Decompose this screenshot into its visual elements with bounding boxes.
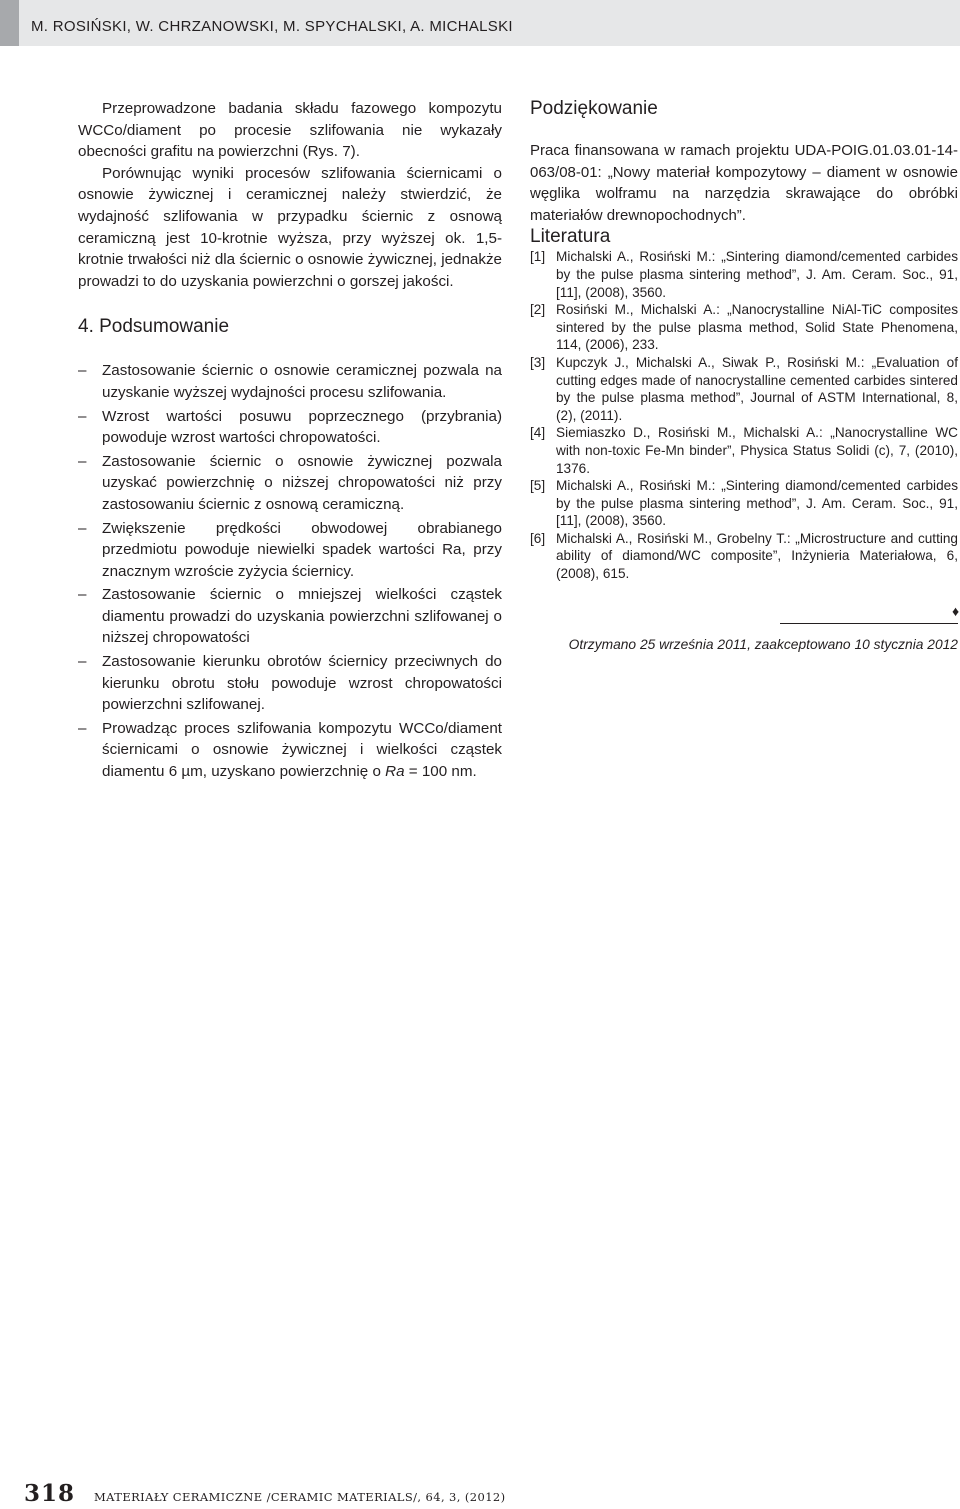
list-item-text: Zastosowanie kierunku obrotów ściernicy przeciwnych do kierunku obrotu stołu powoduje wzrost chropowatości powierzchni szlifowanej.	[102, 653, 502, 714]
left-column	[78, 98, 502, 785]
reference-number: [5]	[530, 478, 546, 494]
list-item-text: Zastosowanie ściernic o osnowie ceramicznej pozwala na uzyskanie wyższej wydajności procesu szlifowania.	[102, 362, 502, 401]
acknowledgement-title: Podziękowanie	[530, 98, 658, 119]
list-item	[78, 651, 502, 716]
reference-text: Kupczyk J., Michalski A., Siwak P., Rosiński M.: „Evaluation of cutting edges made of nanocrystalline cemented carbides sintered by the pulse plasma method”, Journal of ASTM International, 8, (2), (2011).	[556, 354, 958, 423]
reference-text: Michalski A., Rosiński M.: „Sintering diamond/cemented carbides by the pulse plasma sintering method”, J. Am. Ceram. Soc., 91, [11], (2008), 3560.	[556, 249, 958, 300]
reference-item	[530, 477, 958, 530]
list-item-text: Zwiększenie prędkości obwodowej obrabianego przedmiotu powoduje niewielki spadek wartości Ra, przy znacznym wzroście zyżycia ściernicy.	[102, 519, 502, 580]
dash-marker: –	[78, 586, 87, 604]
right-column	[530, 98, 958, 652]
list-item-text: Wzrost wartości posuwu poprzecznego (przybrania) powoduje wzrost wartości chropowatości.	[102, 407, 502, 447]
references-title: Literatura	[530, 226, 611, 248]
list-item-text-end: = 100 nm.	[404, 763, 477, 781]
page-number: 318	[24, 1480, 76, 1507]
list-item	[78, 718, 502, 783]
running-header	[0, 0, 960, 46]
dash-marker: –	[78, 452, 87, 470]
reference-item	[530, 354, 958, 424]
references-list	[530, 248, 958, 582]
list-item-text: Prowadząc proces szlifowania kompozytu WCCo/diament ściernicami o osnowie żywicznej i wielkości cząstek diamentu 6 µm, uzyskano powierzchnię o	[102, 719, 502, 781]
reference-item	[530, 248, 958, 301]
reference-item	[530, 530, 958, 583]
ra-symbol: Ra	[385, 763, 405, 781]
reference-number: [2]	[530, 302, 546, 318]
summary-list	[78, 360, 502, 782]
received-accepted-dates: Otrzymano 25 września 2011, zaakceptowano 10 stycznia 2012	[568, 636, 958, 652]
acknowledgement-text: Praca finansowana w ramach projektu UDA-POIG.01.03.01-14-063/08-01: „Nowy materiał kompozytowy – diament w osnowie węglika wolframu na narzędzia skrawające do obróbki materiałów drewnopochodnych”.	[530, 142, 958, 224]
end-separator	[530, 603, 958, 631]
dash-marker: –	[78, 519, 87, 537]
reference-number: [1]	[530, 249, 546, 265]
diamond-icon: ♦	[952, 602, 960, 619]
body-paragraph: Porównując wyniki procesów szlifowania ściernicami o osnowie żywicznej i ceramicznej należy stwierdzić, że wydajność szlifowania w przypadku ściernic z osnową ceramiczną jest 10-krotnie wyższa, przy wyższej ok. 1,5-krotnie trwałości niż dla ściernic o osnowie żywicznej, jednakże prowadzi to do uzyskania powierzchni o gorszej jakości.	[78, 164, 502, 290]
reference-text: Siemiaszko D., Rosiński M., Michalski A.: „Nanocrystalline WC with non-toxic Fe-Mn binder”, Physica Status Solidi (c), 7, (2010), 1376.	[556, 425, 958, 476]
section-title-summary: 4. Podsumowanie	[78, 316, 230, 338]
dash-marker: –	[78, 407, 87, 425]
reference-item	[530, 424, 958, 477]
reference-text: Rosiński M., Michalski A.: „Nanocrystalline NiAl-TiC composites sintered by the pulse plasma method, Solid State Phenomena, 114, (2006), 233.	[556, 302, 958, 353]
dash-marker: –	[78, 653, 87, 671]
list-item	[78, 451, 502, 516]
dash-marker: –	[78, 719, 87, 737]
list-item-text: Zastosowanie ściernic o osnowie żywicznej pozwala uzyskać powierzchnię o niższej chropowatości niż przy zastosowaniu ściernic z osnową ceramiczną.	[102, 452, 502, 513]
body-paragraph: Przeprowadzone badania składu fazowego kompozytu WCCo/diament po procesie szlifowania nie wykazały obecności grafitu na powierzchni (Rys. 7).	[78, 100, 502, 161]
list-item	[78, 360, 502, 403]
list-item	[78, 584, 502, 649]
dash-marker: –	[78, 362, 87, 380]
running-header-authors: M. ROSIŃSKI, W. CHRZANOWSKI, M. SPYCHALSKI, A. MICHALSKI	[31, 18, 513, 35]
reference-item	[530, 301, 958, 354]
journal-citation: MATERIAŁY CERAMICZNE /CERAMIC MATERIALS/, 64, 3, (2012)	[94, 1490, 506, 1504]
list-item	[78, 518, 502, 583]
reference-number: [4]	[530, 425, 546, 441]
reference-number: [6]	[530, 530, 546, 546]
separator-rule	[780, 623, 958, 624]
list-item	[78, 406, 502, 449]
reference-number: [3]	[530, 354, 546, 370]
list-item-text: Zastosowanie ściernic o mniejszej wielkości cząstek diamentu prowadzi do uzyskania powierzchni szlifowanej o niższej chropowatości	[102, 586, 502, 647]
header-accent-bar	[0, 0, 19, 46]
reference-text: Michalski A., Rosiński M., Grobelny T.: „Microstructure and cutting ability of diamond/WC composite”, Inżynieria Materiałowa, 6, (2008), 615.	[556, 530, 958, 582]
reference-text: Michalski A., Rosiński M.: „Sintering diamond/cemented carbides by the pulse plasma sintering method”, J. Am. Ceram. Soc., 91, [11], (2008), 3560.	[556, 478, 958, 529]
